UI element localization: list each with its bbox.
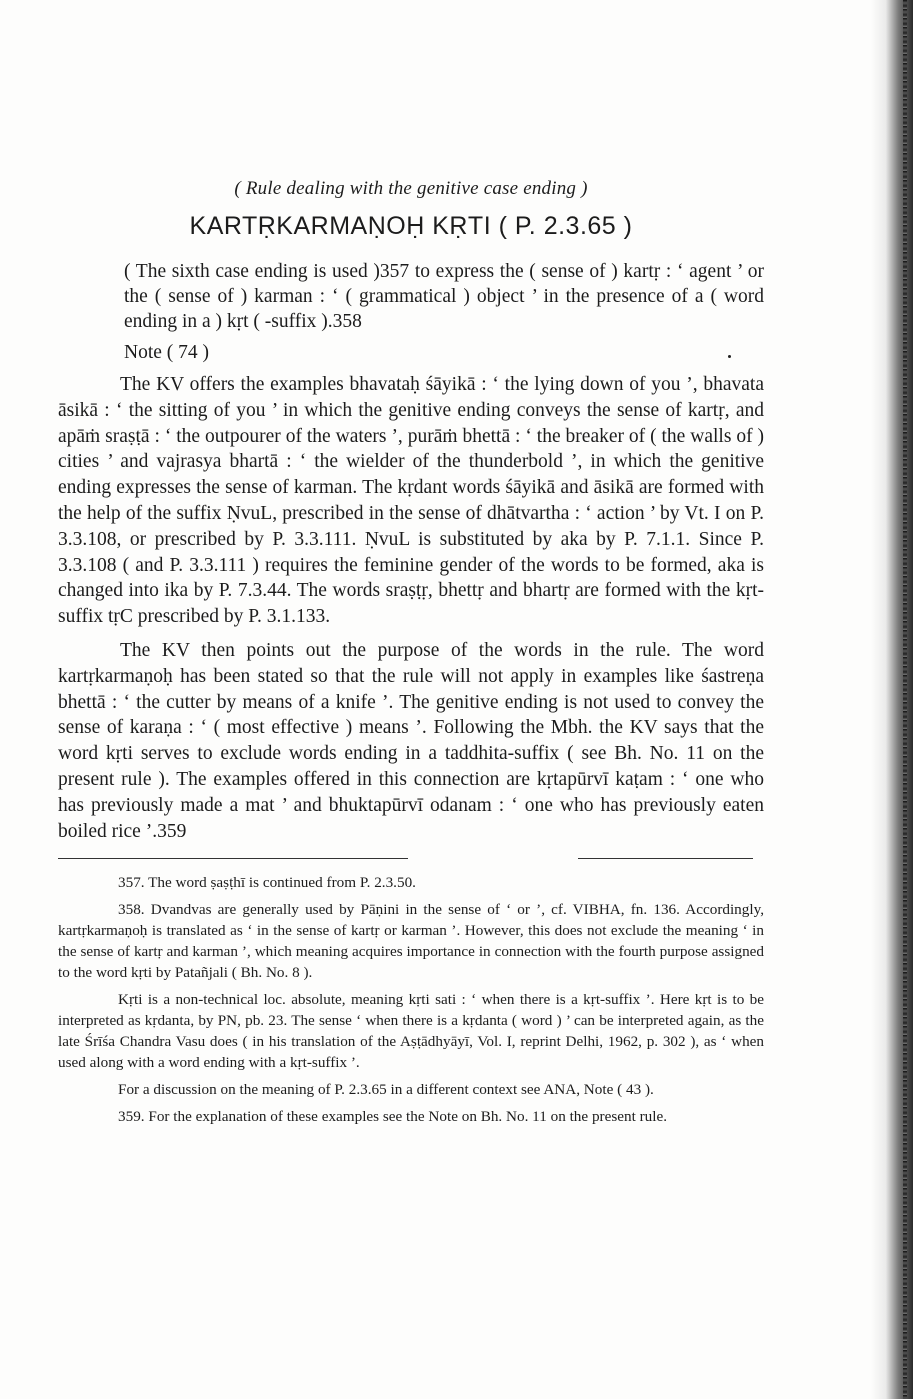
- page-content: [58, 178, 764, 1133]
- note-paragraph-examples: The KV offers the examples bhavataḥ śāyikā : ‘ the lying down of you ’, bhavata āsikā : ‘ the sitting of you ’ in which the genitive ending conveys the sense of kartṛ, and apāṁ sraṣṭā : ‘ the outpourer of the waters ’, purāṁ bhettā : ‘ the breaker of ( the walls of ) cities ’ and vajrasya bhartā : ‘ the wielder of the thunderbold ’, in which the genitive ending expresses the sense of karman. The kṛdant words śāyikā and āsikā are formed with the help of the suffix ṆvuL, prescribed in the sense of dhātvartha : ‘ action ’ by Vt. I on P. 3.3.108, or prescribed by P. 3.3.111. ṆvuL is substituted by aka by P. 7.1.1. Since P. 3.3.108 ( and P. 3.3.111 ) requires the feminine gender of the words to be formed, aka is changed into ika by P. 7.3.44. The words sraṣṭṛ, bhettṛ and bhartṛ are formed with the kṛt-suffix tṛC prescribed by P. 3.1.133.: [58, 374, 764, 628]
- note-heading: Note ( 74 ): [124, 342, 210, 363]
- footnote-359: 359. For the explanation of these examples see the Note on Bh. No. 11 on the present rule.: [118, 1108, 668, 1126]
- footnote-358-discussion: For a discussion on the meaning of P. 2.3.65 in a different context see ANA, Note ( 43 ).: [118, 1081, 654, 1099]
- footnotes: [58, 872, 764, 1127]
- footnote-358-continued: Kṛti is a non-technical loc. absolute, meaning kṛti sati : ‘ when there is a kṛt-suffix ’. Here kṛt is to be interpreted as kṛdanta, by PN, pb. 23. The sense ‘ when there is a kṛdanta ( word ) ’ can be interpreted again, as the late Śrīśa Chandra Vasu does ( in his translation of the Aṣṭādhyāyī, Vol. I, reprint Delhi, 1962, p. 302 ), as ‘ when used along with a word ending with a kṛt-suffix ’.: [58, 991, 764, 1072]
- footnote-separator: [58, 852, 764, 866]
- footnote-358: 358. Dvandvas are generally used by Pāṇini in the sense of ‘ or ’, cf. VIBHA, fn. 136. Accordingly, kartṛkarmaṇoḥ is translated as ‘ in the sense of kartṛ or karman ’. However, this does not exclude the meaning ‘ in the sense of kartṛ and karman ’, which meaning acquires importance in connection with the fourth purpose assigned to the word kṛti by Patañjali ( Bh. No. 8 ).: [58, 901, 764, 982]
- separator-line-right: [578, 858, 753, 859]
- separator-line-left: [58, 858, 408, 859]
- rule-translation: ( The sixth case ending is used )357 to express the ( sense of ) kartṛ : ‘ agent ’ or the ( sense of ) karman : ‘ ( grammatical ) object ’ in the presence of a ( word ending in a ) kṛt ( -suffix ).358: [124, 261, 764, 332]
- note-paragraph-purpose: The KV then points out the purpose of the words in the rule. The word kartṛkarmaṇoḥ has been stated so that the rule will not apply in examples like śastreṇa bhettā : ‘ the cutter by means of a knife ’. The genitive ending is not used to convey the sense of karaṇa : ‘ ( most effective ) means ’. Following the Mbh. the KV says that the word kṛti serves to exclude words ending in a taddhita-suffix ( see Bh. No. 11 on the present rule ). The examples offered in this connection are kṛtapūrvī kaṭam : ‘ one who has previously made a mat ’ and bhuktapūrvī odanam : ‘ one who has previously eaten boiled rice ’.359: [58, 639, 764, 842]
- footnote-357: 357. The word ṣaṣṭhī is continued from P. 2.3.50.: [118, 874, 416, 892]
- book-binding-edge: [871, 0, 913, 1399]
- rule-title: KARTṚKARMAṆOḤ KṚTI ( P. 2.3.65 ): [189, 212, 633, 240]
- rule-subheading: ( Rule dealing with the genitive case ending ): [234, 178, 588, 199]
